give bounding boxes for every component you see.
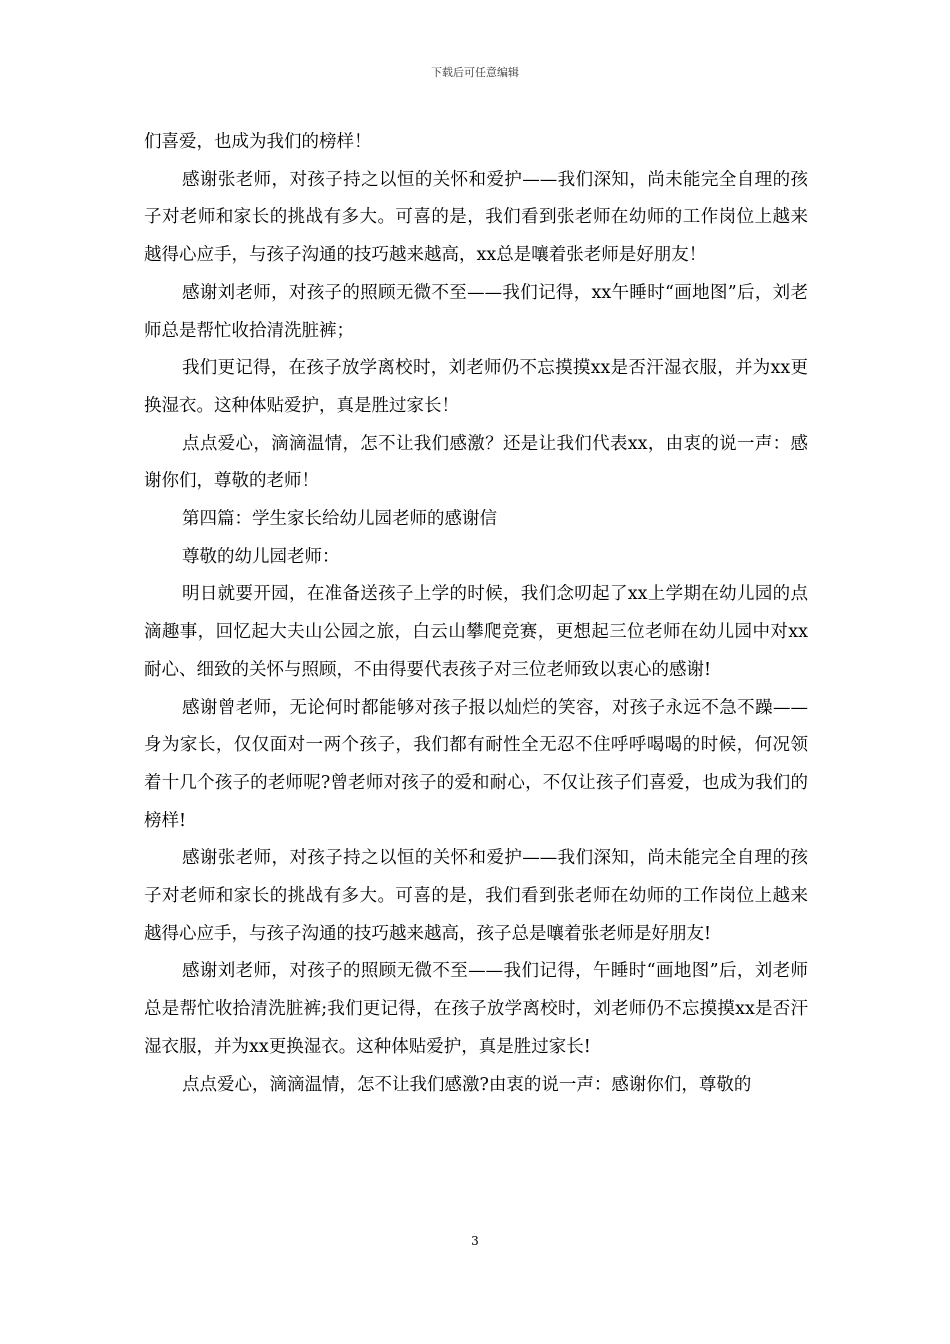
paragraph: 感谢张老师，对孩子持之以恒的关怀和爱护——我们深知，尚未能完全自理的孩子对老师和家长的挑战有多大。可喜的是，我们看到张老师在幼师的工作岗位上越来越得心应手，与孩子沟通的技巧越来越高，孩子总是嚷着张老师是好朋友! [144, 848, 808, 944]
letter-salutation: 尊敬的幼儿园老师： [182, 546, 340, 567]
section-heading: 第四篇：学生家长给幼儿园老师的感谢信 [182, 509, 497, 530]
paragraph: 们喜爱，也成为我们的榜样！ [144, 132, 372, 152]
page-number: 3 [471, 1234, 479, 1248]
paragraph: 感谢刘老师，对孩子的照顾无微不至——我们记得，xx午睡时“画地图”后，刘老师总是帮忙收拾清洗脏裤； [144, 282, 808, 341]
document-body [144, 124, 808, 1104]
paragraph: 感谢曾老师，无论何时都能够对孩子报以灿烂的笑容，对孩子永远不急不躁——身为家长，仅仅面对一两个孩子，我们都有耐性全无忍不住呼呼喝喝的时候，何况领着十几个孩子的老师呢?曾老师对孩子的爱和耐心，不仅让孩子们喜爱，也成为我们的榜样! [144, 697, 808, 831]
paragraph: 感谢张老师，对孩子持之以恒的关怀和爱护——我们深知，尚未能完全自理的孩子对老师和家长的挑战有多大。可喜的是，我们看到张老师在幼师的工作岗位上越来越得心应手，与孩子沟通的技巧越来越高，xx总是嚷着张老师是好朋友！ [144, 169, 808, 266]
paragraph: 感谢刘老师，对孩子的照顾无微不至——我们记得，午睡时“画地图”后，刘老师总是帮忙收拾清洗脏裤;我们更记得，在孩子放学离校时，刘老师仍不忘摸摸xx是否汗湿衣服，并为xx更换湿衣。这种体贴爱护，真是胜过家长! [144, 961, 808, 1057]
paragraph: 点点爱心，滴滴温情，怎不让我们感激？还是让我们代表xx，由衷的说一声：感谢你们，尊敬的老师！ [144, 433, 808, 492]
paragraph: 明日就要开园，在准备送孩子上学的时候，我们念叨起了xx上学期在幼儿园的点滴趣事，回忆起大夫山公园之旅，白云山攀爬竞赛，更想起三位老师在幼儿园中对xx耐心、细致的关怀与照顾，不由得要代表孩子对三位老师致以衷心的感谢! [144, 584, 808, 680]
paragraph: 点点爱心，滴滴温情，怎不让我们感激?由衷的说一声：感谢你们，尊敬的 [182, 1074, 752, 1095]
paragraph: 我们更记得，在孩子放学离校时，刘老师仍不忘摸摸xx是否汗湿衣服，并为xx更换湿衣。这种体贴爱护，真是胜过家长！ [144, 358, 808, 416]
page-header: 下载后可任意编辑 [431, 66, 519, 79]
